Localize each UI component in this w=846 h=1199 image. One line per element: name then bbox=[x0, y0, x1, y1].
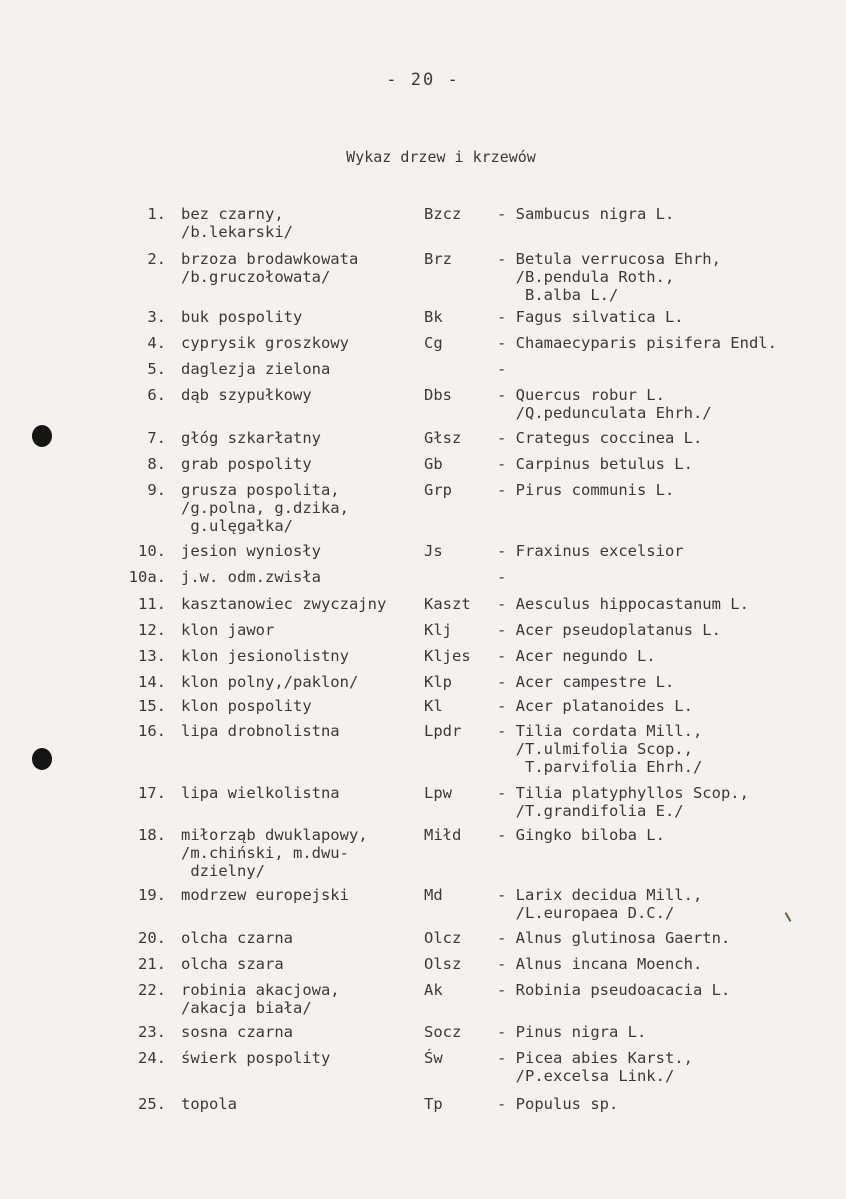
polish-name: jesion wyniosły bbox=[181, 542, 321, 560]
latin-name: - Carpinus betulus L. bbox=[497, 455, 693, 473]
entry-number: 15. bbox=[138, 697, 166, 715]
entry-number: 5. bbox=[147, 360, 166, 378]
abbreviation: Brz bbox=[424, 250, 452, 268]
latin-name: - Chamaecyparis pisifera Endl. bbox=[497, 334, 777, 352]
entry-number: 25. bbox=[138, 1095, 166, 1113]
entry-number: 21. bbox=[138, 955, 166, 973]
latin-name: - Aesculus hippocastanum L. bbox=[497, 595, 749, 613]
polish-name: lipa wielkolistna bbox=[181, 784, 340, 802]
entry-number: 10a. bbox=[128, 568, 166, 586]
abbreviation: Cg bbox=[424, 334, 443, 352]
abbreviation: Klp bbox=[424, 673, 452, 691]
polish-name: olcha szara bbox=[181, 955, 284, 973]
latin-name: - Gingko biloba L. bbox=[497, 826, 665, 844]
punch-hole bbox=[32, 748, 52, 770]
polish-name: klon jesionolistny bbox=[181, 647, 349, 665]
entry-number: 1. bbox=[147, 205, 166, 223]
polish-name: daglezja zielona bbox=[181, 360, 331, 378]
entry-number: 11. bbox=[138, 595, 166, 613]
latin-name: - Acer campestre L. bbox=[497, 673, 675, 691]
abbreviation: Olcz bbox=[424, 929, 462, 947]
polish-name: grusza pospolita, /g.polna, g.dzika, g.ulęgałka/ bbox=[181, 481, 349, 535]
latin-name: - Acer pseudoplatanus L. bbox=[497, 621, 721, 639]
latin-name: - bbox=[497, 360, 507, 378]
abbreviation: Kl bbox=[424, 697, 443, 715]
latin-name: - Larix decidua Mill., /L.europaea D.C./ bbox=[497, 886, 703, 922]
abbreviation: Gb bbox=[424, 455, 443, 473]
abbreviation: Grp bbox=[424, 481, 452, 499]
latin-name: - Pirus communis L. bbox=[497, 481, 675, 499]
latin-name: - Tilia cordata Mill., /T.ulmifolia Scop., T.parvifolia Ehrh./ bbox=[497, 722, 703, 776]
abbreviation: Tp bbox=[424, 1095, 443, 1113]
polish-name: j.w. odm.zwisła bbox=[181, 568, 321, 586]
abbreviation: Olsz bbox=[424, 955, 462, 973]
latin-name: - Populus sp. bbox=[497, 1095, 619, 1113]
entry-number: 19. bbox=[138, 886, 166, 904]
abbreviation: Kljes bbox=[424, 647, 471, 665]
latin-name: - Alnus incana Moench. bbox=[497, 955, 703, 973]
entry-number: 4. bbox=[147, 334, 166, 352]
abbreviation: Socz bbox=[424, 1023, 462, 1041]
abbreviation: Św bbox=[424, 1049, 443, 1067]
abbreviation: Głsz bbox=[424, 429, 462, 447]
polish-name: dąb szypułkowy bbox=[181, 386, 312, 404]
abbreviation: Kaszt bbox=[424, 595, 471, 613]
latin-name: - Acer platanoides L. bbox=[497, 697, 693, 715]
latin-name: - Fagus silvatica L. bbox=[497, 308, 684, 326]
entry-number: 13. bbox=[138, 647, 166, 665]
latin-name: - Quercus robur L. /Q.pedunculata Ehrh./ bbox=[497, 386, 712, 422]
latin-name: - Picea abies Karst., /P.excelsa Link./ bbox=[497, 1049, 693, 1085]
abbreviation: Md bbox=[424, 886, 443, 904]
abbreviation: Js bbox=[424, 542, 443, 560]
abbreviation: Dbs bbox=[424, 386, 452, 404]
polish-name: topola bbox=[181, 1095, 237, 1113]
entry-number: 12. bbox=[138, 621, 166, 639]
latin-name: - Pinus nigra L. bbox=[497, 1023, 647, 1041]
polish-name: olcha czarna bbox=[181, 929, 293, 947]
latin-name: - Crategus coccinea L. bbox=[497, 429, 703, 447]
polish-name: głóg szkarłatny bbox=[181, 429, 321, 447]
entry-number: 17. bbox=[138, 784, 166, 802]
abbreviation: Klj bbox=[424, 621, 452, 639]
abbreviation: Lpw bbox=[424, 784, 452, 802]
entry-number: 16. bbox=[138, 722, 166, 740]
entry-number: 22. bbox=[138, 981, 166, 999]
abbreviation: Ak bbox=[424, 981, 443, 999]
abbreviation: Lpdr bbox=[424, 722, 462, 740]
latin-name: - Betula verrucosa Ehrh, /B.pendula Roth., B.alba L./ bbox=[497, 250, 721, 304]
punch-hole bbox=[32, 425, 52, 447]
polish-name: świerk pospolity bbox=[181, 1049, 331, 1067]
entry-number: 2. bbox=[147, 250, 166, 268]
polish-name: kasztanowiec zwyczajny bbox=[181, 595, 387, 613]
polish-name: buk pospolity bbox=[181, 308, 303, 326]
abbreviation: Miłd bbox=[424, 826, 462, 844]
polish-name: klon polny,/paklon/ bbox=[181, 673, 359, 691]
entry-number: 18. bbox=[138, 826, 166, 844]
latin-name: - Sambucus nigra L. bbox=[497, 205, 675, 223]
polish-name: bez czarny, /b.lekarski/ bbox=[181, 205, 293, 241]
latin-name: - Acer negundo L. bbox=[497, 647, 656, 665]
entry-number: 10. bbox=[138, 542, 166, 560]
polish-name: lipa drobnolistna bbox=[181, 722, 340, 740]
entry-number: 8. bbox=[147, 455, 166, 473]
entry-number: 23. bbox=[138, 1023, 166, 1041]
entry-number: 7. bbox=[147, 429, 166, 447]
entry-number: 6. bbox=[147, 386, 166, 404]
polish-name: sosna czarna bbox=[181, 1023, 293, 1041]
page-number: - 20 - bbox=[386, 70, 460, 90]
abbreviation: Bk bbox=[424, 308, 443, 326]
latin-name: - Alnus glutinosa Gaertn. bbox=[497, 929, 731, 947]
latin-name: - Fraxinus excelsior bbox=[497, 542, 684, 560]
entry-number: 14. bbox=[138, 673, 166, 691]
entry-number: 9. bbox=[147, 481, 166, 499]
entry-number: 24. bbox=[138, 1049, 166, 1067]
abbreviation: Bzcz bbox=[424, 205, 462, 223]
polish-name: robinia akacjowa, /akacja biała/ bbox=[181, 981, 340, 1017]
entry-number: 3. bbox=[147, 308, 166, 326]
polish-name: klon pospolity bbox=[181, 697, 312, 715]
polish-name: miłorząb dwuklapowy, /m.chiński, m.dwu- dzielny/ bbox=[181, 826, 368, 880]
polish-name: modrzew europejski bbox=[181, 886, 349, 904]
latin-name: - Robinia pseudoacacia L. bbox=[497, 981, 731, 999]
polish-name: grab pospolity bbox=[181, 455, 312, 473]
polish-name: brzoza brodawkowata /b.gruczołowata/ bbox=[181, 250, 359, 286]
entry-number: 20. bbox=[138, 929, 166, 947]
latin-name: - bbox=[497, 568, 507, 586]
ink-mark bbox=[785, 912, 792, 922]
polish-name: cyprysik groszkowy bbox=[181, 334, 349, 352]
polish-name: klon jawor bbox=[181, 621, 275, 639]
document-title: Wykaz drzew i krzewów bbox=[346, 148, 536, 166]
latin-name: - Tilia platyphyllos Scop., /T.grandifolia E./ bbox=[497, 784, 749, 820]
